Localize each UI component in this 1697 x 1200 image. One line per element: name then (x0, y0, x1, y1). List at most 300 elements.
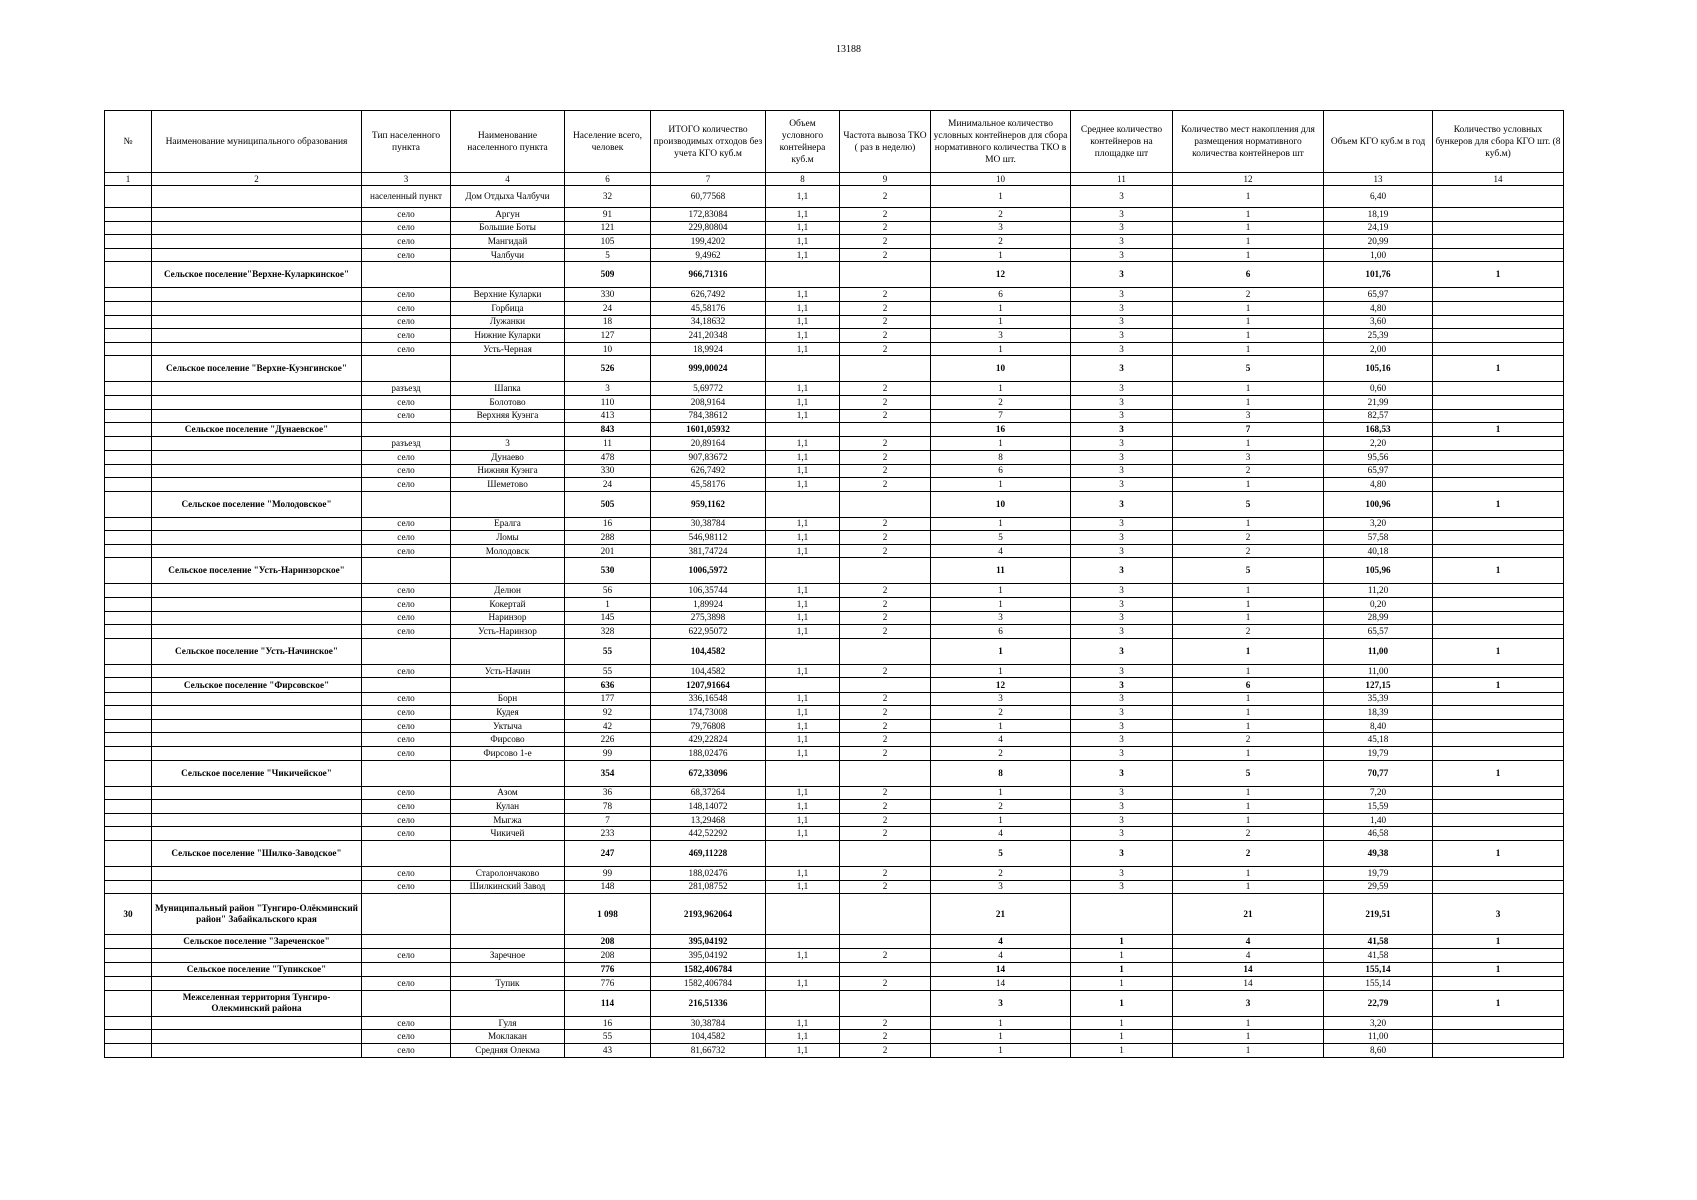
total-waste-volume-cell: 1601,05932 (651, 423, 766, 437)
population-cell: 177 (565, 692, 651, 706)
population-cell: 1 (565, 598, 651, 612)
total-waste-volume-cell: 188,02476 (651, 866, 766, 880)
pickup-frequency-cell (840, 894, 931, 935)
row-number-cell (105, 949, 152, 963)
total-waste-volume-cell: 2193,962064 (651, 894, 766, 935)
municipality-total-row (105, 356, 1564, 382)
collection-sites-cell: 1 (1173, 638, 1324, 664)
row-number-cell (105, 423, 152, 437)
container-volume-cell: 1,1 (766, 1030, 840, 1044)
bulky-waste-bunkers-cell (1433, 221, 1564, 235)
waste-data-table (104, 110, 1564, 1058)
municipality-name-cell: Муниципальный район "Тунгиро-Олёкминский район" Забайкальского края (152, 894, 362, 935)
population-cell: 24 (565, 301, 651, 315)
row-number-cell (105, 1016, 152, 1030)
population-cell: 36 (565, 786, 651, 800)
population-cell: 55 (565, 664, 651, 678)
container-volume-cell: 1,1 (766, 531, 840, 545)
pickup-frequency-cell: 2 (840, 866, 931, 880)
pickup-frequency-cell: 2 (840, 208, 931, 222)
min-containers-cell: 3 (931, 692, 1071, 706)
municipality-total-row (105, 558, 1564, 584)
column-number: 12 (1173, 173, 1324, 186)
container-volume-cell: 1,1 (766, 235, 840, 249)
settlement-row (105, 1016, 1564, 1030)
avg-containers-cell: 3 (1071, 315, 1173, 329)
avg-containers-cell: 3 (1071, 664, 1173, 678)
settlement-type-cell: населенный пункт (362, 186, 451, 208)
collection-sites-cell: 5 (1173, 760, 1324, 786)
settlement-name-cell: Фирсово 1-е (451, 747, 565, 761)
bulky-waste-volume-cell: 49,38 (1324, 840, 1433, 866)
bulky-waste-volume-cell: 65,97 (1324, 288, 1433, 302)
collection-sites-cell: 1 (1173, 208, 1324, 222)
municipality-total-row (105, 990, 1564, 1016)
container-volume-cell: 1,1 (766, 208, 840, 222)
row-number-cell (105, 544, 152, 558)
settlement-name-cell: Гуля (451, 1016, 565, 1030)
collection-sites-cell: 1 (1173, 315, 1324, 329)
settlement-name-cell: Шилкинский Завод (451, 880, 565, 894)
population-cell: 11 (565, 437, 651, 451)
collection-sites-cell: 1 (1173, 706, 1324, 720)
min-containers-cell: 1 (931, 301, 1071, 315)
population-cell: 530 (565, 558, 651, 584)
population-cell: 208 (565, 949, 651, 963)
min-containers-cell: 3 (931, 990, 1071, 1016)
bulky-waste-bunkers-cell: 1 (1433, 491, 1564, 517)
bulky-waste-volume-cell: 105,16 (1324, 356, 1433, 382)
settlement-type-cell: село (362, 611, 451, 625)
avg-containers-cell: 3 (1071, 186, 1173, 208)
total-waste-volume-cell: 959,1162 (651, 491, 766, 517)
population-cell: 330 (565, 288, 651, 302)
row-number-cell (105, 760, 152, 786)
bulky-waste-volume-cell: 4,80 (1324, 301, 1433, 315)
total-waste-volume-cell: 784,38612 (651, 409, 766, 423)
avg-containers-cell: 3 (1071, 786, 1173, 800)
settlement-name-cell: Фирсово (451, 733, 565, 747)
total-waste-volume-cell: 9,4962 (651, 248, 766, 262)
avg-containers-cell: 3 (1071, 866, 1173, 880)
bulky-waste-bunkers-cell: 1 (1433, 678, 1564, 692)
settlement-row (105, 664, 1564, 678)
bulky-waste-bunkers-cell: 1 (1433, 638, 1564, 664)
population-cell: 114 (565, 990, 651, 1016)
bulky-waste-volume-cell: 25,39 (1324, 329, 1433, 343)
total-waste-volume-cell: 45,58176 (651, 301, 766, 315)
column-number: 10 (931, 173, 1071, 186)
settlement-type-cell: село (362, 208, 451, 222)
avg-containers-cell: 1 (1071, 977, 1173, 991)
row-number-cell: 30 (105, 894, 152, 935)
bulky-waste-bunkers-cell: 1 (1433, 262, 1564, 288)
bulky-waste-volume-cell: 1,00 (1324, 248, 1433, 262)
bulky-waste-bunkers-cell: 1 (1433, 558, 1564, 584)
bulky-waste-bunkers-cell (1433, 531, 1564, 545)
settlement-row (105, 786, 1564, 800)
bulky-waste-volume-cell: 46,58 (1324, 827, 1433, 841)
min-containers-cell: 2 (931, 235, 1071, 249)
total-waste-volume-cell: 241,20348 (651, 329, 766, 343)
min-containers-cell: 1 (931, 186, 1071, 208)
pickup-frequency-cell (840, 423, 931, 437)
row-number-cell (105, 478, 152, 492)
settlement-name-cell: Лужанки (451, 315, 565, 329)
bulky-waste-bunkers-cell (1433, 186, 1564, 208)
collection-sites-cell: 1 (1173, 786, 1324, 800)
avg-containers-cell: 3 (1071, 598, 1173, 612)
avg-containers-cell: 3 (1071, 262, 1173, 288)
min-containers-cell: 3 (931, 329, 1071, 343)
row-number-cell (105, 464, 152, 478)
settlement-type-cell: село (362, 598, 451, 612)
row-number-cell (105, 990, 152, 1016)
row-number-cell (105, 248, 152, 262)
bulky-waste-volume-cell: 168,53 (1324, 423, 1433, 437)
total-waste-volume-cell: 1207,91664 (651, 678, 766, 692)
min-containers-cell: 2 (931, 706, 1071, 720)
settlement-row (105, 301, 1564, 315)
settlement-type-cell: село (362, 625, 451, 639)
settlement-name-cell (451, 678, 565, 692)
avg-containers-cell: 3 (1071, 611, 1173, 625)
total-waste-volume-cell: 626,7492 (651, 464, 766, 478)
row-number-cell (105, 491, 152, 517)
collection-sites-cell: 1 (1173, 1030, 1324, 1044)
settlement-type-cell (362, 638, 451, 664)
municipality-name-cell (152, 866, 362, 880)
bulky-waste-volume-cell: 65,57 (1324, 625, 1433, 639)
population-cell: 55 (565, 638, 651, 664)
pickup-frequency-cell: 2 (840, 1016, 931, 1030)
min-containers-cell: 14 (931, 977, 1071, 991)
pickup-frequency-cell: 2 (840, 288, 931, 302)
table-body (105, 186, 1564, 1058)
row-number-cell (105, 880, 152, 894)
bulky-waste-bunkers-cell (1433, 395, 1564, 409)
row-number-cell (105, 800, 152, 814)
row-number-cell (105, 786, 152, 800)
row-number-cell (105, 935, 152, 949)
municipality-name-cell (152, 409, 362, 423)
row-number-cell (105, 625, 152, 639)
avg-containers-cell: 3 (1071, 478, 1173, 492)
pickup-frequency-cell (840, 356, 931, 382)
pickup-frequency-cell: 2 (840, 719, 931, 733)
total-waste-volume-cell: 1006,5972 (651, 558, 766, 584)
municipality-name-cell: Сельское поселение "Шилко-Заводское" (152, 840, 362, 866)
settlement-row (105, 1030, 1564, 1044)
settlement-type-cell: село (362, 949, 451, 963)
bulky-waste-bunkers-cell (1433, 880, 1564, 894)
bulky-waste-bunkers-cell: 3 (1433, 894, 1564, 935)
container-volume-cell: 1,1 (766, 395, 840, 409)
settlement-type-cell (362, 262, 451, 288)
container-volume-cell: 1,1 (766, 664, 840, 678)
pickup-frequency-cell: 2 (840, 517, 931, 531)
municipality-name-cell (152, 949, 362, 963)
container-volume-cell: 1,1 (766, 409, 840, 423)
bulky-waste-volume-cell: 100,96 (1324, 491, 1433, 517)
settlement-name-cell: Ералга (451, 517, 565, 531)
bulky-waste-bunkers-cell (1433, 949, 1564, 963)
min-containers-cell: 1 (931, 478, 1071, 492)
collection-sites-cell: 1 (1173, 342, 1324, 356)
container-volume-cell: 1,1 (766, 450, 840, 464)
settlement-type-cell: село (362, 450, 451, 464)
row-number-cell (105, 409, 152, 423)
pickup-frequency-cell: 2 (840, 221, 931, 235)
bulky-waste-bunkers-cell (1433, 611, 1564, 625)
avg-containers-cell: 3 (1071, 747, 1173, 761)
container-volume-cell: 1,1 (766, 977, 840, 991)
municipality-name-cell (152, 664, 362, 678)
municipality-name-cell (152, 221, 362, 235)
settlement-row (105, 208, 1564, 222)
row-number-cell (105, 235, 152, 249)
municipality-name-cell: Сельское поселение "Дунаевское" (152, 423, 362, 437)
table-header (105, 111, 1564, 186)
bulky-waste-volume-cell: 18,19 (1324, 208, 1433, 222)
settlement-name-cell (451, 491, 565, 517)
min-containers-cell: 7 (931, 409, 1071, 423)
pickup-frequency-cell: 2 (840, 437, 931, 451)
min-containers-cell: 1 (931, 664, 1071, 678)
bulky-waste-volume-cell: 19,79 (1324, 747, 1433, 761)
settlement-name-cell: Шеметово (451, 478, 565, 492)
settlement-name-cell (451, 760, 565, 786)
min-containers-cell: 6 (931, 464, 1071, 478)
bulky-waste-volume-cell: 40,18 (1324, 544, 1433, 558)
municipality-total-row (105, 962, 1564, 976)
bulky-waste-volume-cell: 101,76 (1324, 262, 1433, 288)
municipality-name-cell: Сельское поселение "Тупикское" (152, 962, 362, 976)
bulky-waste-bunkers-cell (1433, 517, 1564, 531)
pickup-frequency-cell: 2 (840, 1030, 931, 1044)
bulky-waste-volume-cell: 57,58 (1324, 531, 1433, 545)
min-containers-cell: 1 (931, 719, 1071, 733)
min-containers-cell: 2 (931, 208, 1071, 222)
municipality-name-cell: Сельское поселение "Усть-Наринзорское" (152, 558, 362, 584)
bulky-waste-bunkers-cell: 1 (1433, 935, 1564, 949)
pickup-frequency-cell: 2 (840, 800, 931, 814)
settlement-name-cell (451, 935, 565, 949)
avg-containers-cell: 3 (1071, 880, 1173, 894)
total-waste-volume-cell: 20,89164 (651, 437, 766, 451)
municipality-name-cell (152, 1030, 362, 1044)
collection-sites-cell: 6 (1173, 678, 1324, 692)
min-containers-cell: 6 (931, 288, 1071, 302)
container-volume-cell (766, 423, 840, 437)
municipality-total-row (105, 638, 1564, 664)
municipality-name-cell (152, 706, 362, 720)
container-volume-cell (766, 962, 840, 976)
settlement-name-cell (451, 894, 565, 935)
pickup-frequency-cell: 2 (840, 342, 931, 356)
municipality-name-cell: Межселенная территория Тунгиро-Олекминский района (152, 990, 362, 1016)
population-cell: 226 (565, 733, 651, 747)
collection-sites-cell: 1 (1173, 186, 1324, 208)
bulky-waste-volume-cell: 20,99 (1324, 235, 1433, 249)
municipality-name-cell (152, 1043, 362, 1057)
total-waste-volume-cell: 60,77568 (651, 186, 766, 208)
row-number-cell (105, 382, 152, 396)
min-containers-cell: 4 (931, 733, 1071, 747)
bulky-waste-bunkers-cell (1433, 464, 1564, 478)
settlement-name-cell: Усть-Начин (451, 664, 565, 678)
municipality-name-cell (152, 301, 362, 315)
avg-containers-cell: 3 (1071, 329, 1173, 343)
bulky-waste-bunkers-cell: 1 (1433, 962, 1564, 976)
municipality-name-cell (152, 315, 362, 329)
min-containers-cell: 1 (931, 342, 1071, 356)
min-containers-cell: 4 (931, 935, 1071, 949)
collection-sites-cell: 6 (1173, 262, 1324, 288)
container-volume-cell: 1,1 (766, 248, 840, 262)
settlement-row (105, 949, 1564, 963)
settlement-name-cell: Чикичей (451, 827, 565, 841)
collection-sites-cell: 1 (1173, 664, 1324, 678)
population-cell: 16 (565, 1016, 651, 1030)
pickup-frequency-cell: 2 (840, 692, 931, 706)
total-waste-volume-cell: 5,69772 (651, 382, 766, 396)
bulky-waste-bunkers-cell: 1 (1433, 356, 1564, 382)
container-volume-cell: 1,1 (766, 342, 840, 356)
bulky-waste-volume-cell: 41,58 (1324, 935, 1433, 949)
avg-containers-cell: 3 (1071, 584, 1173, 598)
container-volume-cell: 1,1 (766, 301, 840, 315)
row-number-cell (105, 1030, 152, 1044)
container-volume-cell: 1,1 (766, 692, 840, 706)
container-volume-cell (766, 491, 840, 517)
container-volume-cell: 1,1 (766, 800, 840, 814)
municipality-name-cell (152, 584, 362, 598)
settlement-row (105, 706, 1564, 720)
container-volume-cell: 1,1 (766, 880, 840, 894)
settlement-row (105, 382, 1564, 396)
row-number-cell (105, 584, 152, 598)
settlement-name-cell: Кулан (451, 800, 565, 814)
bulky-waste-bunkers-cell (1433, 747, 1564, 761)
page-number: 13188 (836, 44, 861, 55)
row-number-cell (105, 813, 152, 827)
settlement-type-cell: село (362, 517, 451, 531)
bulky-waste-bunkers-cell (1433, 329, 1564, 343)
pickup-frequency-cell: 2 (840, 880, 931, 894)
bulky-waste-volume-cell: 82,57 (1324, 409, 1433, 423)
min-containers-cell: 2 (931, 866, 1071, 880)
settlement-name-cell: Верхняя Куэнга (451, 409, 565, 423)
municipality-total-row (105, 840, 1564, 866)
municipality-total-row (105, 491, 1564, 517)
settlement-name-cell: Шапка (451, 382, 565, 396)
settlement-type-cell: село (362, 977, 451, 991)
population-cell: 10 (565, 342, 651, 356)
bulky-waste-bunkers-cell (1433, 208, 1564, 222)
avg-containers-cell: 3 (1071, 248, 1173, 262)
pickup-frequency-cell: 2 (840, 248, 931, 262)
bulky-waste-bunkers-cell (1433, 625, 1564, 639)
settlement-name-cell: Усть-Черная (451, 342, 565, 356)
column-number: 11 (1071, 173, 1173, 186)
settlement-row (105, 517, 1564, 531)
municipality-name-cell (152, 235, 362, 249)
column-number: 6 (565, 173, 651, 186)
population-cell: 233 (565, 827, 651, 841)
column-number-row (105, 173, 1564, 186)
pickup-frequency-cell: 2 (840, 611, 931, 625)
settlement-type-cell (362, 356, 451, 382)
total-waste-volume-cell: 626,7492 (651, 288, 766, 302)
min-containers-cell: 1 (931, 786, 1071, 800)
settlement-name-cell: Наринзор (451, 611, 565, 625)
population-cell: 145 (565, 611, 651, 625)
total-waste-volume-cell: 30,38784 (651, 1016, 766, 1030)
total-waste-volume-cell: 395,04192 (651, 935, 766, 949)
column-number: 14 (1433, 173, 1564, 186)
total-waste-volume-cell: 30,38784 (651, 517, 766, 531)
row-number-cell (105, 329, 152, 343)
bulky-waste-volume-cell: 11,00 (1324, 638, 1433, 664)
settlement-type-cell: село (362, 235, 451, 249)
avg-containers-cell: 1 (1071, 962, 1173, 976)
population-cell: 1 098 (565, 894, 651, 935)
municipality-name-cell: Сельское поселение "Молодовское" (152, 491, 362, 517)
municipality-name-cell (152, 450, 362, 464)
population-cell: 43 (565, 1043, 651, 1057)
avg-containers-cell: 3 (1071, 464, 1173, 478)
container-volume-cell: 1,1 (766, 517, 840, 531)
bulky-waste-bunkers-cell (1433, 866, 1564, 880)
avg-containers-cell: 3 (1071, 813, 1173, 827)
settlement-name-cell: Болотово (451, 395, 565, 409)
pickup-frequency-cell: 2 (840, 531, 931, 545)
bulky-waste-bunkers-cell: 1 (1433, 423, 1564, 437)
collection-sites-cell: 1 (1173, 866, 1324, 880)
min-containers-cell: 1 (931, 813, 1071, 827)
container-volume-cell (766, 638, 840, 664)
pickup-frequency-cell (840, 990, 931, 1016)
population-cell: 509 (565, 262, 651, 288)
municipality-name-cell (152, 382, 362, 396)
total-waste-volume-cell: 216,51336 (651, 990, 766, 1016)
row-number-cell (105, 395, 152, 409)
settlement-row (105, 733, 1564, 747)
settlement-name-cell: Аргун (451, 208, 565, 222)
district-total-row (105, 894, 1564, 935)
municipality-name-cell (152, 186, 362, 208)
header-cell: Наименование населенного пункта (451, 111, 565, 173)
settlement-row (105, 584, 1564, 598)
municipality-name-cell: Сельское поселение "Усть-Начинское" (152, 638, 362, 664)
bulky-waste-volume-cell: 29,59 (1324, 880, 1433, 894)
settlement-row (105, 315, 1564, 329)
settlement-type-cell: разъезд (362, 437, 451, 451)
municipality-name-cell (152, 692, 362, 706)
population-cell: 7 (565, 813, 651, 827)
settlement-name-cell: Нижние Куларки (451, 329, 565, 343)
collection-sites-cell: 1 (1173, 813, 1324, 827)
bulky-waste-bunkers-cell (1433, 288, 1564, 302)
bulky-waste-bunkers-cell (1433, 598, 1564, 612)
settlement-row (105, 625, 1564, 639)
pickup-frequency-cell: 2 (840, 706, 931, 720)
bulky-waste-bunkers-cell (1433, 786, 1564, 800)
pickup-frequency-cell: 2 (840, 625, 931, 639)
header-cell: Количество условных бункеров для сбора КГО шт. (8 куб.м) (1433, 111, 1564, 173)
settlement-row (105, 544, 1564, 558)
